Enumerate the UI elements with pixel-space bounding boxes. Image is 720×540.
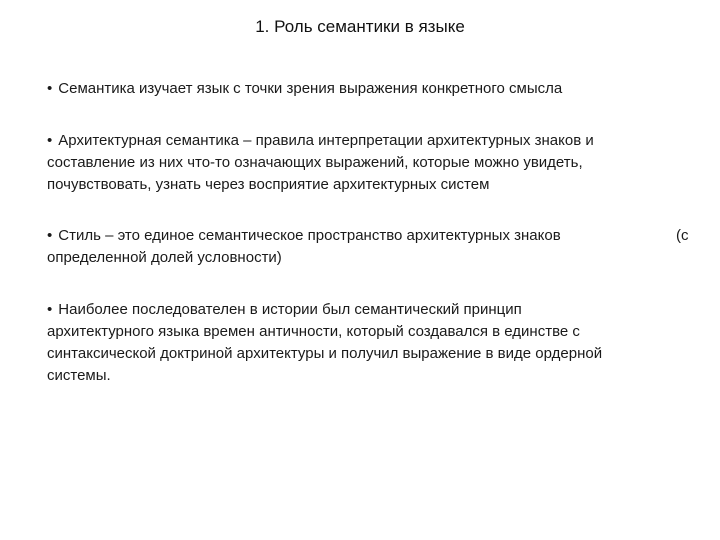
bullet-line — [47, 299, 687, 321]
bullet-item-2 — [47, 130, 687, 196]
bullet-marker: • — [47, 301, 53, 318]
bullet-marker: • — [47, 80, 53, 97]
bullet-marker: • — [47, 132, 53, 149]
bullet-item-1 — [47, 78, 687, 100]
bullet-item-4 — [47, 299, 687, 387]
bullet-text: Архитектурная семантика – правила интерпретации архитектурных знаков и — [58, 132, 594, 149]
bullet-text: Наиболее последователен в истории был семантический принцип — [58, 301, 522, 318]
bullet-marker: • — [47, 227, 53, 244]
bullet-line: системы. — [47, 367, 111, 384]
bullet-line — [47, 130, 687, 152]
bullet-line: определенной долей условности) — [47, 249, 282, 266]
bullet-item-3 — [47, 225, 687, 269]
slide-title: 1. Роль семантики в языке — [255, 17, 465, 36]
bullet-text: Семантика изучает язык с точки зрения выражения конкретного смысла — [58, 80, 563, 97]
bullet-line — [47, 225, 687, 247]
bullet-line: архитектурного языка времен античности, который создавался в единстве с — [47, 323, 580, 340]
bullet-trailing-text: (с — [676, 227, 689, 244]
bullet-line: почувствовать, узнать через восприятие архитектурных систем — [47, 176, 490, 193]
bullet-line: составление из них что-то означающих выражений, которые можно увидеть, — [47, 154, 583, 171]
bullet-line — [47, 78, 687, 100]
bullet-text: Стиль – это единое семантическое пространство архитектурных знаков — [58, 227, 561, 244]
bullet-line: синтаксической доктриной архитектуры и получил выражение в виде ордерной — [47, 345, 603, 362]
